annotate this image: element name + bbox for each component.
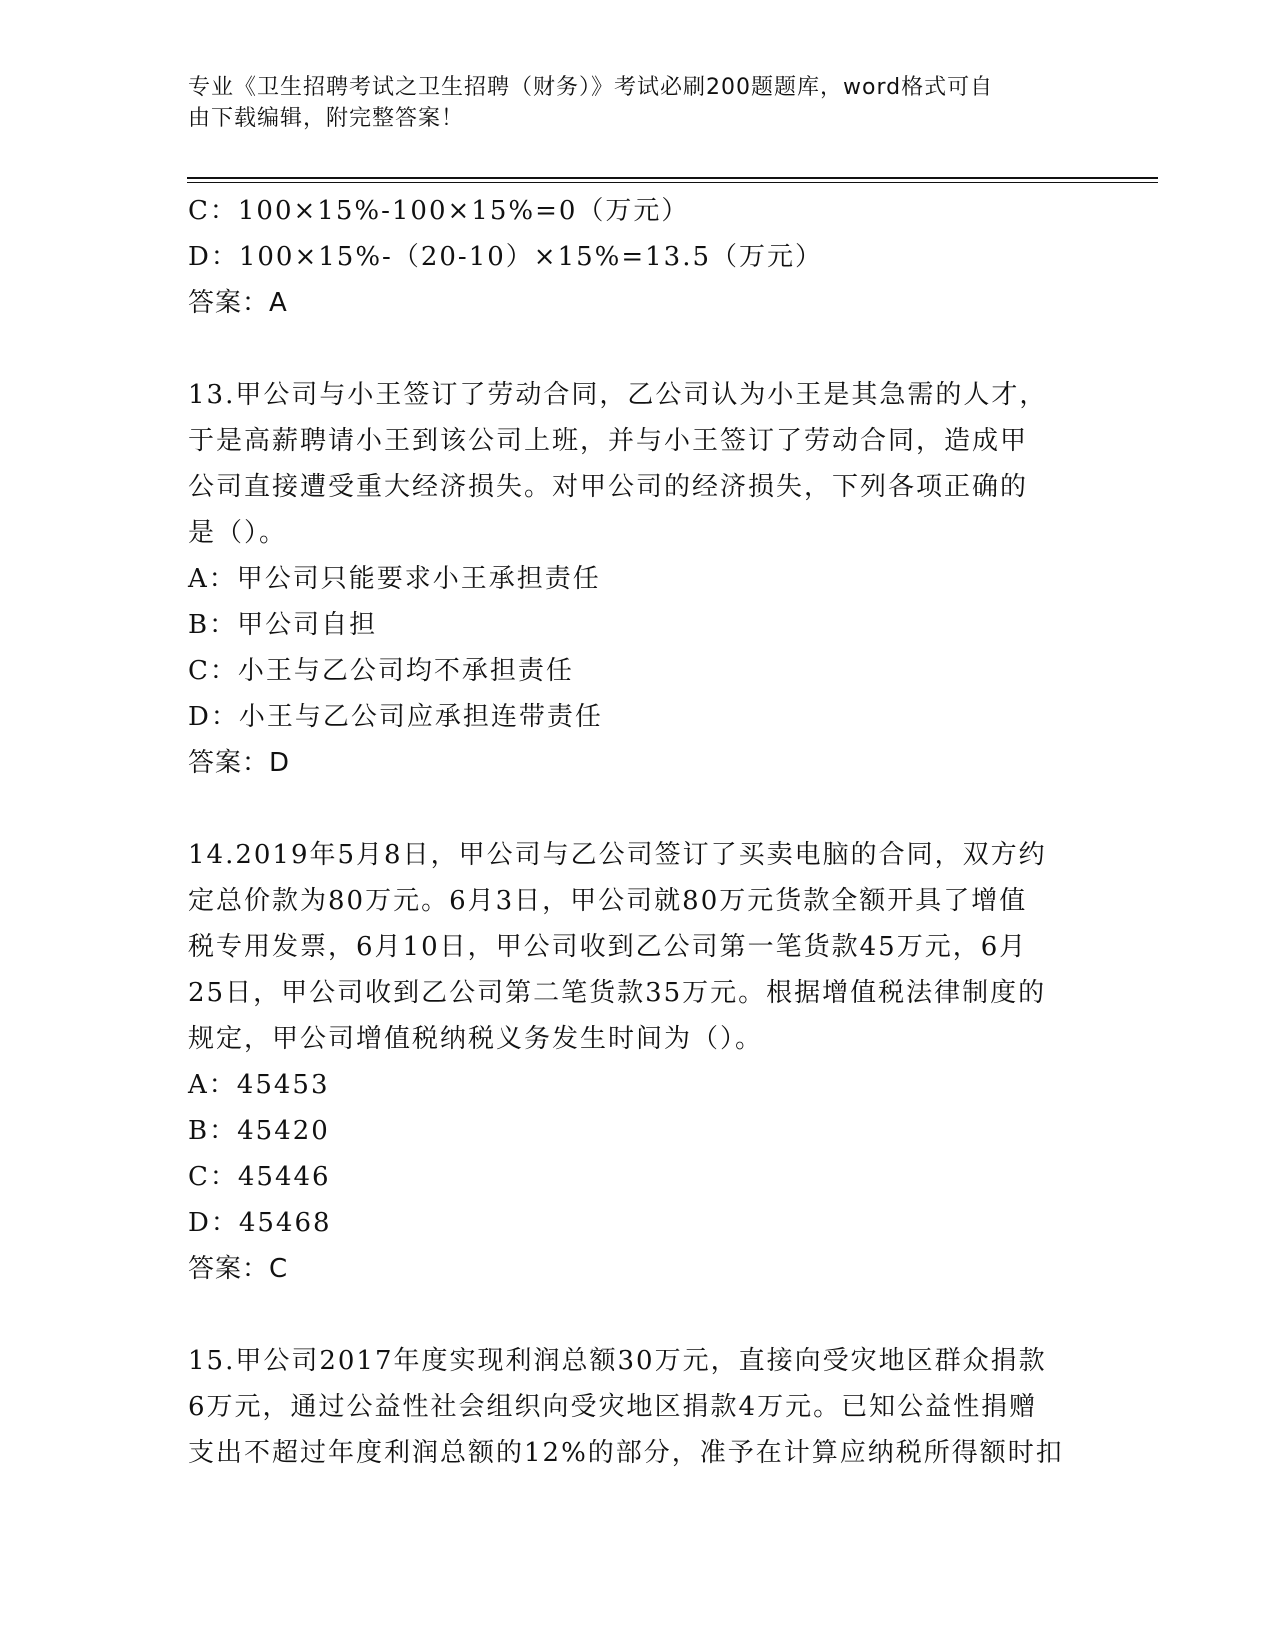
question-text-line: 于是高薪聘请小王到该公司上班，并与小王签订了劳动合同，造成甲 — [188, 426, 1029, 456]
question-15 — [188, 1338, 1088, 1476]
option-d: D：45468 — [188, 1208, 332, 1238]
question-text-line: 是（）。 — [188, 518, 288, 548]
question-text-line: 税专用发票，6月10日，甲公司收到乙公司第一笔货款45万元，6月 — [188, 932, 1028, 962]
option-c: C：100×15%-100×15%=0（万元） — [188, 196, 690, 226]
header-divider-thin — [187, 182, 1158, 183]
option-a: A：甲公司只能要求小王承担责任 — [188, 564, 601, 594]
option-b: B：45420 — [188, 1116, 330, 1146]
document-body — [188, 188, 1088, 1476]
option-d: D：小王与乙公司应承担连带责任 — [188, 702, 603, 732]
question-text-line: 13.甲公司与小王签订了劳动合同，乙公司认为小王是其急需的人才， — [188, 380, 1048, 410]
question-text-line: 6万元，通过公益性社会组织向受灾地区捐款4万元。已知公益性捐赠 — [188, 1392, 1038, 1422]
header-line-2: 由下载编辑，附完整答案！ — [188, 106, 465, 131]
header-divider-thick — [187, 177, 1158, 179]
question-text-line: 支出不超过年度利润总额的12%的部分，准予在计算应纳税所得额时扣 — [188, 1438, 1064, 1468]
option-d: D：100×15%-（20-10）×15%=13.5（万元） — [188, 242, 824, 272]
option-a: A：45453 — [188, 1070, 330, 1100]
header-line-1: 专业《卫生招聘考试之卫生招聘（财务）》考试必刷200题题库，word格式可自 — [188, 75, 994, 100]
question-text-line: 15.甲公司2017年度实现利润总额30万元，直接向受灾地区群众捐款 — [188, 1346, 1047, 1376]
question-text-line: 公司直接遭受重大经济损失。对甲公司的经济损失，下列各项正确的 — [188, 472, 1029, 502]
document-header — [188, 72, 1068, 134]
answer-line: 答案：A — [188, 288, 288, 318]
question-14 — [188, 832, 1088, 1292]
answer-line: 答案：D — [188, 748, 291, 778]
question-text-line: 定总价款为80万元。6月3日，甲公司就80万元货款全额开具了增值 — [188, 886, 1028, 916]
option-c: C：小王与乙公司均不承担责任 — [188, 656, 574, 686]
prev-question — [188, 188, 1088, 326]
question-13 — [188, 372, 1088, 786]
question-text-line: 规定，甲公司增值税纳税义务发生时间为（）。 — [188, 1024, 764, 1054]
answer-line: 答案：C — [188, 1254, 289, 1284]
option-b: B：甲公司自担 — [188, 610, 378, 640]
question-text-line: 14.2019年5月8日，甲公司与乙公司签订了买卖电脑的合同，双方约 — [188, 840, 1047, 870]
option-c: C：45446 — [188, 1162, 331, 1192]
question-text-line: 25日，甲公司收到乙公司第二笔货款35万元。根据增值税法律制度的 — [188, 978, 1047, 1008]
